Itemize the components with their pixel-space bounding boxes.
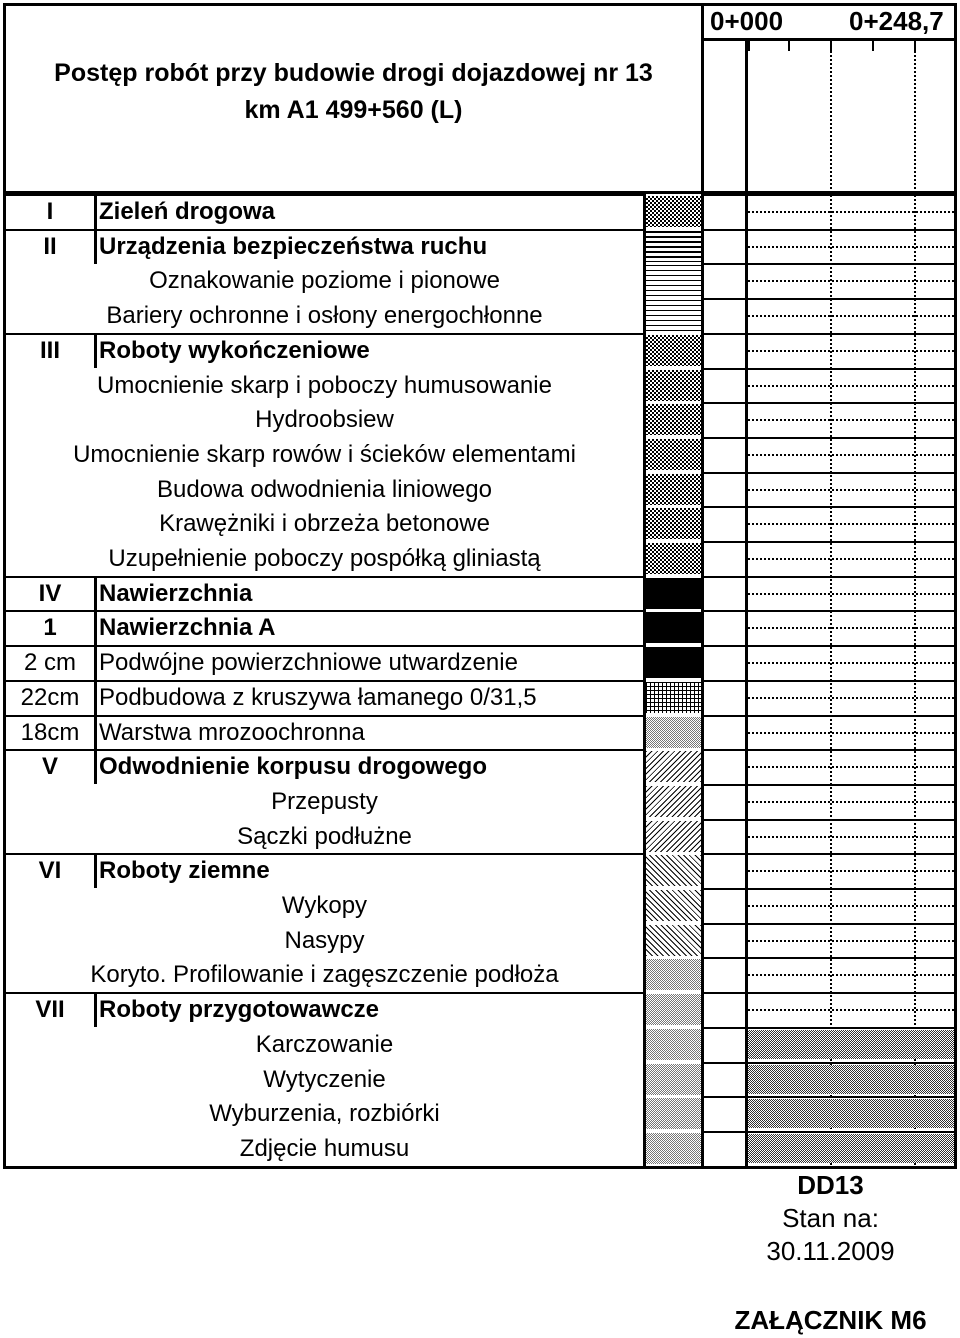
pattern-swatch	[646, 300, 701, 331]
row-separator	[3, 749, 646, 751]
table-row	[6, 472, 643, 507]
row-label: Krawężniki i obrzeża betonowe	[159, 510, 490, 537]
row-label: Hydroobsiew	[255, 406, 394, 433]
grid-dotted-line	[748, 523, 954, 525]
grid-dotted-line	[748, 385, 954, 387]
row-separator	[3, 645, 646, 647]
pattern-swatch	[646, 578, 701, 609]
row-label: Budowa odwodnienia liniowego	[157, 476, 492, 503]
pattern-swatch	[646, 439, 701, 470]
row-label: Wykopy	[281, 892, 368, 919]
grid-dotted-line	[748, 246, 954, 248]
table-row	[6, 610, 643, 645]
grid-dotted-line	[748, 419, 954, 421]
pattern-swatch	[646, 682, 701, 713]
row-label: Zieleń drogowa	[99, 198, 276, 225]
table-row	[6, 1062, 643, 1097]
number-separator	[94, 333, 97, 368]
row-label: Nasypy	[284, 927, 365, 954]
row-label: Koryto. Profilowanie i zagęszczenie podłoża	[90, 961, 559, 988]
pattern-swatch	[646, 1029, 701, 1060]
chainage-tick	[788, 41, 790, 51]
table-row	[6, 1131, 643, 1166]
pattern-swatch	[646, 959, 701, 990]
table-row	[6, 749, 643, 784]
grid-dotted-line	[748, 905, 954, 907]
table-row	[6, 888, 643, 923]
progress-bar	[748, 1099, 954, 1128]
row-label: Odwodnienie korpusu drogowego	[99, 753, 487, 780]
row-separator	[3, 715, 646, 717]
row-label: Podbudowa z kruszywa łamanego 0/31,5	[99, 684, 537, 711]
row-number: VI	[38, 857, 62, 884]
pattern-swatch	[646, 335, 701, 366]
row-label: Zdjęcie humusu	[239, 1135, 410, 1162]
pattern-swatch	[646, 994, 701, 1025]
row-label: Podwójne powierzchniowe utwardzenie	[99, 649, 518, 676]
progress-bar	[748, 1065, 954, 1094]
pattern-swatch	[646, 786, 701, 817]
row-label: Urządzenia bezpieczeństwa ruchu	[99, 233, 488, 260]
table-row	[6, 333, 643, 368]
row-label: Warstwa mrozoochronna	[99, 719, 365, 746]
row-label: Sączki podłużne	[237, 823, 412, 850]
grid-dotted-line	[748, 766, 954, 768]
pattern-swatch	[646, 717, 701, 748]
table-row	[6, 784, 643, 819]
table-row	[6, 437, 643, 472]
row-label: Wyburzenia, rozbiórki	[209, 1100, 440, 1127]
pattern-swatch	[646, 196, 701, 227]
table-row	[6, 923, 643, 958]
row-number: 22cm	[20, 684, 80, 711]
table-row	[6, 298, 643, 333]
pattern-swatch	[646, 821, 701, 852]
pattern-swatch	[646, 474, 701, 505]
row-number: I	[46, 198, 54, 225]
grid-dotted-line	[748, 315, 954, 317]
table-row	[6, 645, 643, 680]
grid-dotted-line	[748, 593, 954, 595]
grid-dotted-line	[748, 558, 954, 560]
table-row	[6, 853, 643, 888]
number-separator	[94, 749, 97, 784]
grid-dotted-line	[748, 489, 954, 491]
row-label: Roboty ziemne	[99, 857, 270, 884]
number-separator	[94, 992, 97, 1027]
row-label: Nawierzchnia A	[99, 614, 276, 641]
grid-dotted-line	[748, 350, 954, 352]
chainage-start: 0+000	[710, 6, 784, 36]
pattern-swatch	[646, 1098, 701, 1129]
row-separator	[3, 680, 646, 682]
row-separator	[3, 576, 646, 578]
number-separator	[94, 680, 97, 715]
table-row	[6, 541, 643, 576]
pattern-swatch	[646, 543, 701, 574]
pattern-swatch	[646, 925, 701, 956]
grid-dotted-line	[748, 801, 954, 803]
grid-dotted-line	[748, 1009, 954, 1011]
row-number: VII	[35, 996, 65, 1023]
grid-dotted-line	[748, 940, 954, 942]
row-label: Roboty wykończeniowe	[99, 337, 370, 364]
status-date: 30.11.2009	[766, 1236, 895, 1266]
table-row	[6, 229, 643, 264]
row-label: Uzupełnienie poboczy pospółką gliniastą	[108, 545, 541, 572]
grid-dotted-line	[748, 732, 954, 734]
pattern-swatch	[646, 1133, 701, 1164]
row-label: Umocnienie skarp rowów i ścieków elementami	[73, 441, 576, 468]
row-label: Przepusty	[271, 788, 378, 815]
pattern-swatch	[646, 855, 701, 886]
chainage-tick	[748, 41, 750, 51]
table-row	[6, 402, 643, 437]
title-line-2: km A1 499+560 (L)	[244, 96, 463, 124]
pattern-swatch	[646, 265, 701, 296]
row-label: Nawierzchnia	[99, 580, 253, 607]
row-separator	[3, 610, 646, 612]
row-number: 18cm	[20, 719, 80, 746]
grid-dotted-line	[748, 974, 954, 976]
table-row	[6, 819, 643, 854]
chainage-first-column-border	[745, 40, 748, 1169]
row-separator	[3, 194, 646, 196]
chainage-end: 0+248,7	[849, 6, 944, 36]
grid-dotted-line	[748, 627, 954, 629]
row-number: II	[43, 233, 57, 260]
table-row	[6, 506, 643, 541]
row-number: 1	[43, 614, 57, 641]
row-label: Karczowanie	[255, 1031, 394, 1058]
number-separator	[94, 229, 97, 264]
row-number: V	[41, 753, 58, 780]
grid-dotted-line	[748, 697, 954, 699]
grid-dotted-line	[748, 836, 954, 838]
pattern-swatch	[646, 370, 701, 401]
pattern-swatch	[646, 751, 701, 782]
chainage-column-border	[701, 3, 704, 1169]
grid-dotted-column	[914, 40, 916, 1169]
number-separator	[94, 194, 97, 229]
row-number: 2 cm	[23, 649, 76, 676]
number-separator	[94, 610, 97, 645]
chainage-tick	[872, 41, 874, 51]
row-separator	[3, 333, 646, 335]
row-number: IV	[38, 580, 62, 607]
table-row	[6, 263, 643, 298]
progress-bar	[748, 1134, 954, 1163]
number-separator	[94, 853, 97, 888]
pattern-swatch	[646, 404, 701, 435]
title-line-1: Postęp robót przy budowie drogi dojazdowej nr 13	[54, 59, 653, 87]
row-label: Umocnienie skarp i poboczy humusowanie	[97, 372, 552, 399]
grid-dotted-line	[748, 211, 954, 213]
row-separator	[3, 853, 646, 855]
table-row	[6, 1027, 643, 1062]
status-label: Stan na:	[782, 1203, 879, 1233]
table-row	[6, 992, 643, 1027]
grid-dotted-column	[830, 40, 832, 1169]
table-row	[6, 715, 643, 750]
row-separator	[3, 229, 646, 231]
pattern-swatch	[646, 1064, 701, 1095]
pattern-swatch	[646, 612, 701, 643]
number-separator	[94, 576, 97, 611]
grid-dotted-line	[748, 870, 954, 872]
chainage-tick	[830, 41, 832, 51]
table-row	[6, 957, 643, 992]
chainage-tick	[914, 41, 916, 51]
pattern-swatch	[646, 231, 701, 262]
section-code: DD13	[797, 1170, 864, 1200]
table-row	[6, 1096, 643, 1131]
grid-dotted-line	[748, 280, 954, 282]
row-label: Oznakowanie poziome i pionowe	[149, 267, 500, 294]
table-row	[6, 680, 643, 715]
number-separator	[94, 645, 97, 680]
row-label: Wytyczenie	[263, 1066, 386, 1093]
table-row	[6, 576, 643, 611]
row-number: III	[39, 337, 60, 364]
grid-dotted-line	[748, 662, 954, 664]
attachment-label: ZAŁĄCZNIK M6	[734, 1305, 927, 1335]
pattern-swatch	[646, 508, 701, 539]
pattern-swatch	[646, 890, 701, 921]
row-label: Bariery ochronne i osłony energochłonne	[106, 302, 543, 329]
page-title	[6, 55, 701, 129]
table-row	[6, 368, 643, 403]
pattern-swatch	[646, 647, 701, 678]
row-separator	[3, 992, 646, 994]
grid-dotted-line	[748, 454, 954, 456]
table-row	[6, 194, 643, 229]
progress-bar	[748, 1030, 954, 1059]
number-separator	[94, 715, 97, 750]
row-label: Roboty przygotowawcze	[99, 996, 380, 1023]
